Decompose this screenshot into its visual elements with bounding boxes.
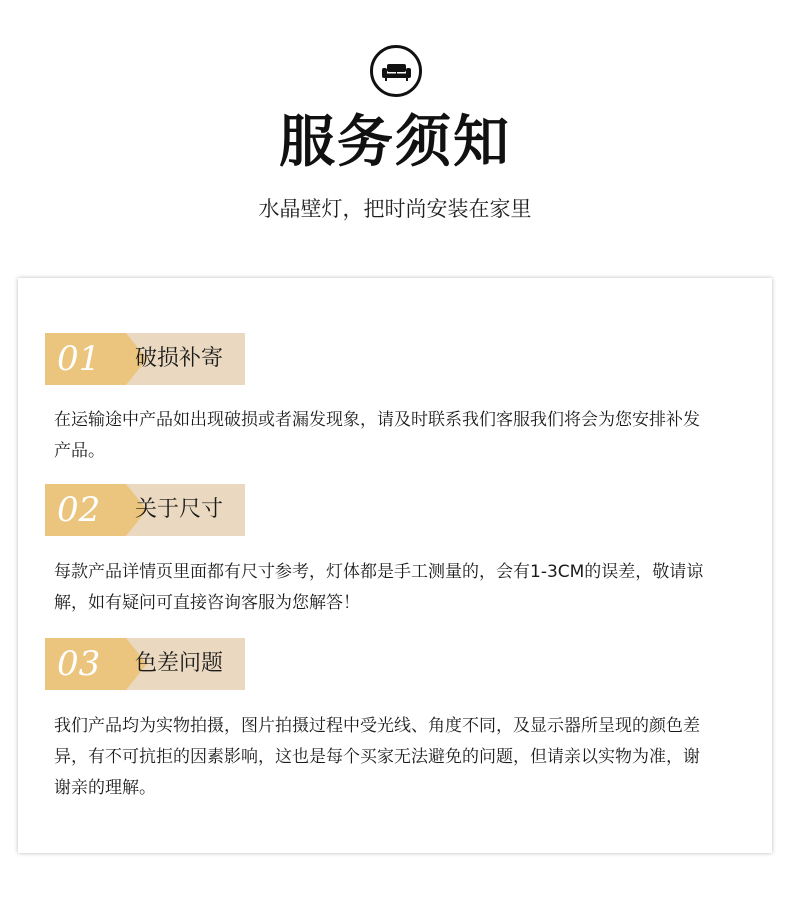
section-header-2 <box>45 484 245 536</box>
section-number: 02 <box>45 484 126 536</box>
section-header-3 <box>45 638 245 690</box>
section-number: 03 <box>45 638 126 690</box>
section-number: 01 <box>45 333 126 385</box>
page-subtitle: 水晶壁灯，把时尚安装在家里 <box>258 197 532 221</box>
page-title: 服务须知 <box>279 110 511 175</box>
sofa-icon <box>370 45 422 97</box>
service-notice-card <box>18 278 772 853</box>
section-body: 每款产品详情页里面都有尺寸参考，灯体都是手工测量的，会有1-3CM的误差，敬请谅解，如有疑问可直接咨询客服为您解答！ <box>54 562 704 613</box>
section-header-1 <box>45 333 245 385</box>
section-title: 关于尺寸 <box>135 497 224 522</box>
section-body: 我们产品均为实物拍摄，图片拍摄过程中受光线、角度不同，及显示器所呈现的颜色差异，有不可抗拒的因素影响，这也是每个买家无法避免的问题，但请亲以实物为准，谢谢亲的理解。 <box>54 716 700 798</box>
section-title: 色差问题 <box>135 651 224 676</box>
section-title: 破损补寄 <box>135 346 224 371</box>
section-body: 在运输途中产品如出现破损或者漏发现象，请及时联系我们客服我们将会为您安排补发产品。 <box>54 410 700 461</box>
